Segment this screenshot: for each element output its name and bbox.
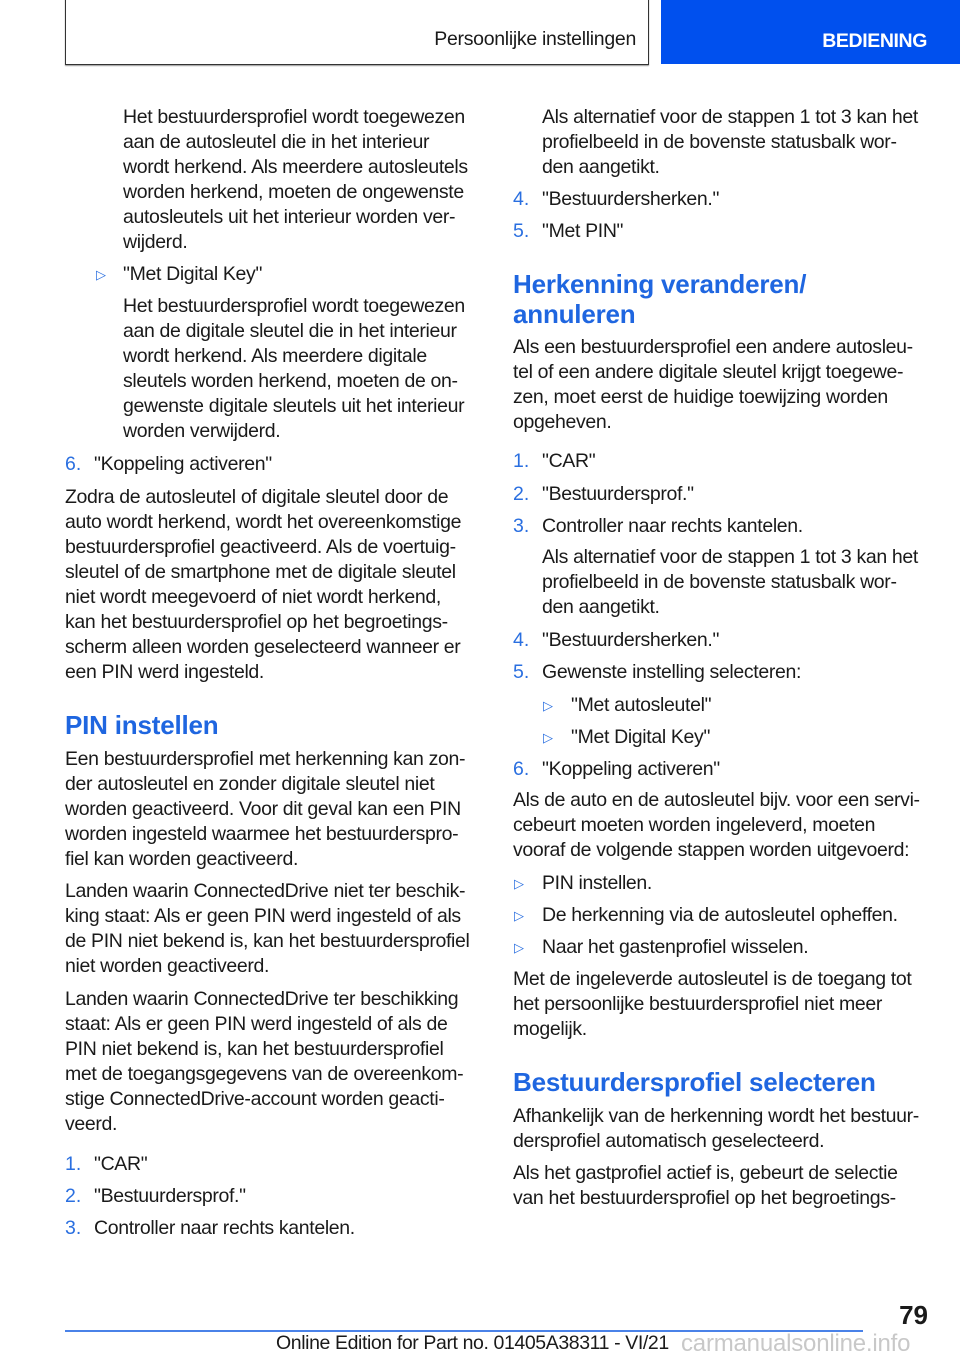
bullet-triangle-icon: ▷	[514, 940, 524, 955]
step-number: 1.	[65, 1153, 82, 1175]
paragraph: Een bestuurdersprofiel met herkenning kan zon- der autosleutel en zonder digitale sleutel niet worden geactiveerd. Voor dit geval kan een PIN worden ingesteld waarmee het bestuurderspro- fiel kan worden geactiveerd.	[65, 748, 466, 870]
section-heading: Bestuurdersprofiel selecteren	[513, 1067, 876, 1097]
bullet-item: "Met autosleutel"	[571, 694, 712, 716]
bullet-triangle-icon: ▷	[514, 876, 524, 891]
section-title: Persoonlijke instellingen	[434, 28, 636, 50]
section-heading: PIN instellen	[65, 710, 219, 740]
paragraph: Het bestuurdersprofiel wordt toegewezen aan de autosleutel die in het interieur wordt herkend. Als meerdere autosleutels worden herkend, moeten de ongewenste autosleutels uit het interieur worden ver- wijderd.	[123, 106, 468, 253]
step-text: "Koppeling activeren"	[542, 758, 720, 780]
step-text: "CAR"	[94, 1153, 148, 1175]
paragraph: Afhankelijk van de herkenning wordt het bestuur- dersprofiel automatisch geselecteerd.	[513, 1105, 919, 1152]
paragraph: Met de ingeleverde autosleutel is de toegang tot het persoonlijke bestuurdersprofiel niet meer mogelijk.	[513, 968, 912, 1040]
bullet-triangle-icon: ▷	[96, 267, 106, 282]
step-text: "Bestuurdersherken."	[542, 629, 720, 651]
bullet-triangle-icon: ▷	[543, 730, 553, 745]
bullet-triangle-icon: ▷	[543, 698, 553, 713]
step-text: "Met PIN"	[542, 220, 624, 242]
step-number: 2.	[65, 1185, 82, 1207]
step-number: 1.	[513, 450, 530, 472]
page-number: 79	[899, 1300, 928, 1330]
edition-text: Online Edition for Part no. 01405A38311 - VI/21	[276, 1332, 669, 1354]
step-text: "Bestuurdersprof."	[542, 483, 694, 505]
watermark: carmanualsonline.info	[681, 1330, 911, 1357]
step-number: 4.	[513, 188, 530, 210]
step-text: "CAR"	[542, 450, 596, 472]
paragraph: Als de auto en de autosleutel bijv. voor een servi- cebeurt moeten worden ingeleverd, moeten vooraf de volgende stappen worden uitgevoerd:	[513, 789, 920, 861]
chapter-label: BEDIENING	[822, 30, 927, 52]
paragraph: Als alternatief voor de stappen 1 tot 3 kan het profielbeeld in de bovenste statusbalk wor- den aangetikt.	[542, 546, 918, 618]
paragraph: Als het gastprofiel actief is, gebeurt de selectie van het bestuurdersprofiel op het begroetings-	[513, 1162, 898, 1209]
step-text: "Koppeling activeren"	[94, 453, 272, 475]
header-box	[65, 0, 649, 65]
section-heading: Herkenning veranderen/ annuleren	[513, 269, 807, 329]
step-number: 4.	[513, 629, 530, 651]
chapter-tab	[661, 0, 960, 64]
paragraph: Als een bestuurdersprofiel een andere autosleu- tel of een andere digitale sleutel krijgt toegewe- zen, moet eerst de huidige toewijzing worden opgeheven.	[513, 336, 913, 433]
bullet-item: De herkenning via de autosleutel opheffen.	[542, 904, 898, 926]
paragraph: Landen waarin ConnectedDrive ter beschikking staat: Als er geen PIN werd ingesteld of als de PIN niet bekend is, kan het bestuurdersprofiel met de toegangsgegevens van de overeenkom- stige ConnectedDrive-account worden geacti- veerd.	[65, 988, 464, 1135]
step-number: 6.	[65, 453, 82, 475]
bullet-item: "Met Digital Key"	[571, 726, 711, 748]
bullet-triangle-icon: ▷	[514, 908, 524, 923]
paragraph: Landen waarin ConnectedDrive niet ter beschik- king staat: Als er geen PIN werd ingesteld of als de PIN niet bekend is, kan het bestuurdersprofiel niet worden geactiveerd.	[65, 880, 470, 977]
step-text: Controller naar rechts kantelen.	[94, 1217, 355, 1239]
bullet-item: "Met Digital Key"	[123, 263, 263, 285]
step-text: "Bestuurdersherken."	[542, 188, 720, 210]
step-text: "Bestuurdersprof."	[94, 1185, 246, 1207]
step-text: Controller naar rechts kantelen.	[542, 515, 803, 537]
paragraph: Als alternatief voor de stappen 1 tot 3 kan het profielbeeld in de bovenste statusbalk wor- den aangetikt.	[542, 106, 918, 178]
step-number: 2.	[513, 483, 530, 505]
step-number: 5.	[513, 220, 530, 242]
step-number: 3.	[513, 515, 530, 537]
paragraph: Zodra de autosleutel of digitale sleutel door de auto wordt herkend, wordt het overeenkomstige bestuurdersprofiel geactiveerd. Als de voertuig- sleutel of de smartphone met de digitale sleutel niet wordt meegevoerd of niet wordt herkend, kan het bestuurdersprofiel op het begroetings- scherm alleen worden geselecteerd wanneer er een PIN werd ingesteld.	[65, 486, 462, 683]
bullet-item: PIN instellen.	[542, 872, 652, 894]
step-number: 6.	[513, 758, 530, 780]
paragraph: Het bestuurdersprofiel wordt toegewezen aan de digitale sleutel die in het interieur wordt herkend. Als meerdere digitale sleutels worden herkend, moeten de on- gewenste digitale sleutels uit het interieur worden verwijderd.	[123, 295, 465, 442]
step-text: Gewenste instelling selecteren:	[542, 661, 802, 683]
bullet-item: Naar het gastenprofiel wisselen.	[542, 936, 809, 958]
step-number: 3.	[65, 1217, 82, 1239]
step-number: 5.	[513, 661, 530, 683]
